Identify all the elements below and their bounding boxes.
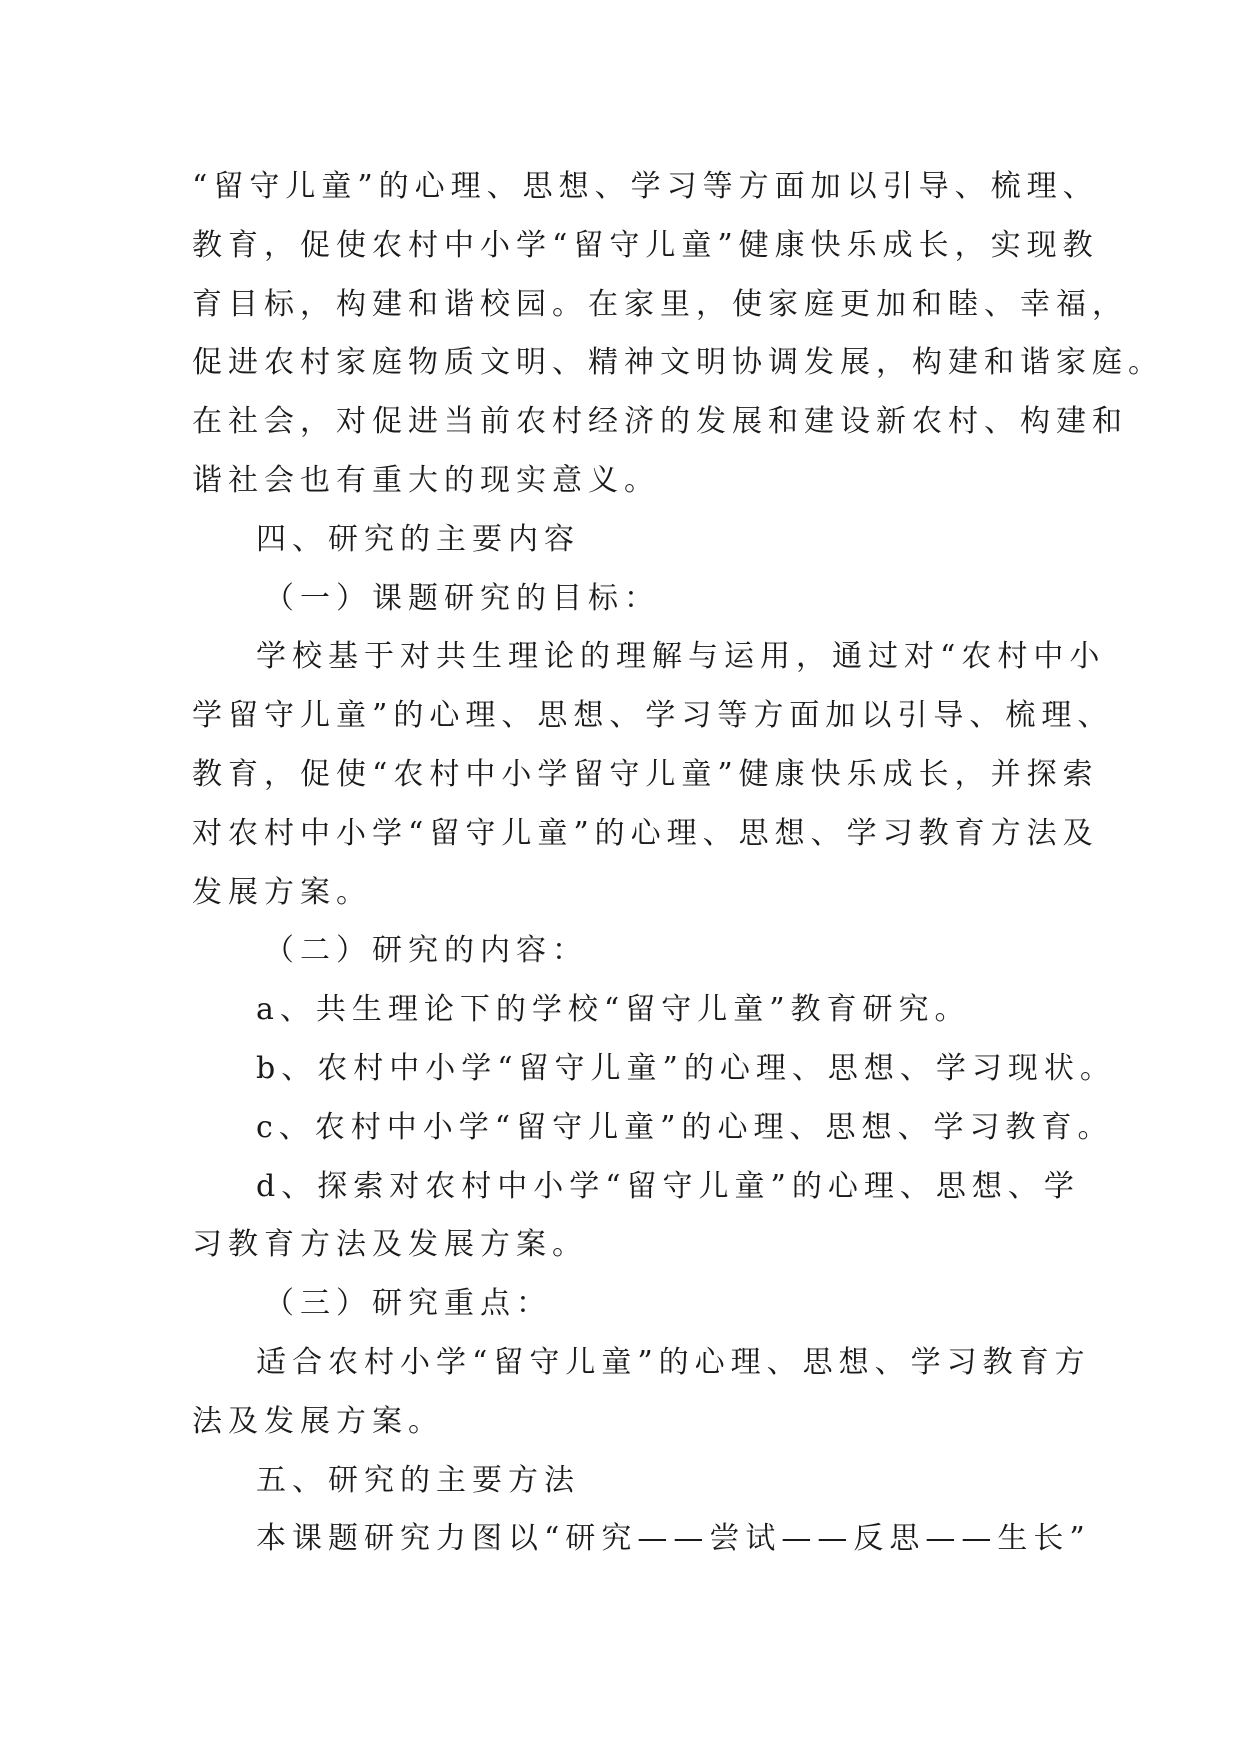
paragraph-line: 教育，促使农村中小学“留守儿童”健康快乐成长，实现教: [192, 227, 1099, 263]
paragraph-line: 学留守儿童”的心理、思想、学习等方面加以引导、梳理、: [192, 698, 1114, 734]
paragraph-line: 教育，促使“农村中小学留守儿童”健康快乐成长，并探索: [192, 756, 1099, 792]
paragraph-line: 对农村中小学“留守儿童”的心理、思想、学习教育方法及: [192, 815, 1099, 851]
subsection-heading: （二）研究的内容：: [264, 933, 588, 969]
paragraph-line: 促进农村家庭物质文明、精神文明协调发展，构建和谐家庭。: [192, 345, 1164, 381]
paragraph-line: 适合农村小学“留守儿童”的心理、思想、学习教育方: [256, 1344, 1091, 1380]
paragraph-line: 谐社会也有重大的现实意义。: [192, 462, 660, 498]
subsection-heading: （三）研究重点：: [264, 1286, 552, 1322]
list-item: d、探索对农村中小学“留守儿童”的心理、思想、学: [256, 1168, 1080, 1204]
paragraph-line: 育目标，构建和谐校园。在家里，使家庭更加和睦、幸福，: [192, 286, 1128, 322]
subsection-heading: （一）课题研究的目标：: [264, 580, 660, 616]
paragraph-line: 本课题研究力图以“研究——尝试——反思——生长”: [256, 1521, 1091, 1557]
paragraph-line: “留守儿童”的心理、思想、学习等方面加以引导、梳理、: [192, 169, 1099, 204]
section-heading: 五、研究的主要方法: [256, 1462, 580, 1498]
paragraph-line: 发展方案。: [192, 874, 372, 910]
list-item: c、农村中小学“留守儿童”的心理、思想、学习教育。: [256, 1109, 1114, 1145]
document-body: [192, 158, 1164, 1569]
list-item-continuation: 习教育方法及发展方案。: [192, 1227, 588, 1263]
paragraph-line: 在社会，对促进当前农村经济的发展和建设新农村、构建和: [192, 404, 1128, 440]
section-heading: 四、研究的主要内容: [256, 521, 580, 557]
paragraph-line: 学校基于对共生理论的理解与运用，通过对“农村中小: [256, 639, 1106, 675]
list-item: a、共生理论下的学校“留守儿童”教育研究。: [256, 992, 971, 1028]
paragraph-line: 法及发展方案。: [192, 1403, 444, 1439]
list-item: b、农村中小学“留守儿童”的心理、思想、学习现状。: [256, 1050, 1116, 1086]
